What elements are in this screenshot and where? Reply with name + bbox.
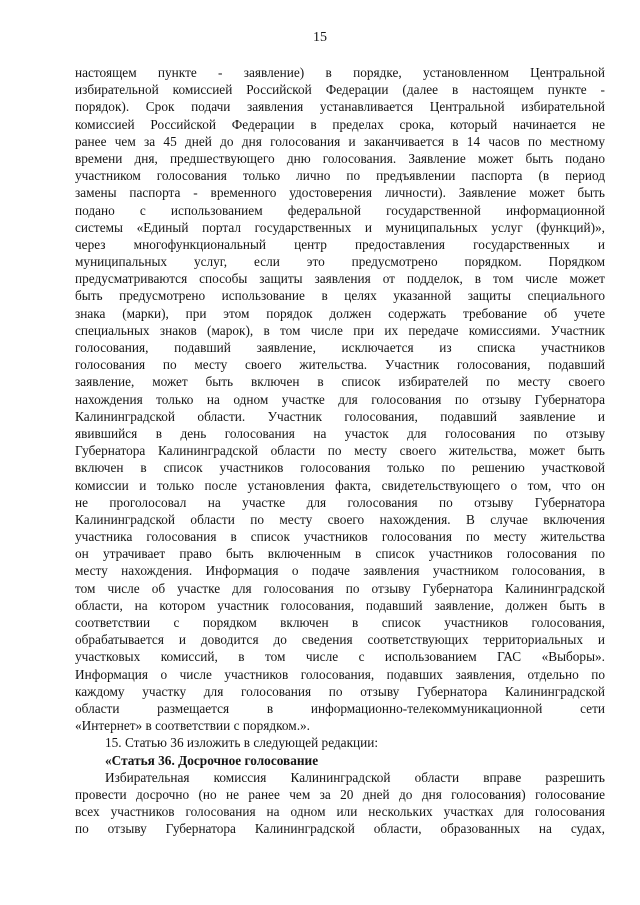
text-line: быть предусмотрено использование в целях указанной защиты специального	[75, 288, 605, 304]
text-line: замены паспорта - временного удостоверения личности). Заявление может быть	[75, 185, 605, 201]
text-line: участником голосования только лично по предъявлении паспорта (в период	[75, 168, 605, 184]
text-line: времени дня, предшествующего дню голосования. Заявление может быть подано	[75, 150, 605, 166]
text-line: предусматриваются способы защиты заявления от подделок, в том числе может	[75, 271, 605, 287]
text-line: муниципальных услуг, если это предусмотрено порядком. Порядком	[75, 254, 605, 270]
text-line: подано с использованием федеральной государственной информационной	[75, 202, 605, 218]
article-heading: «Статья 36. Досрочное голосование	[105, 752, 319, 768]
text-line: всех участников голосования на одном или нескольких участках для голосования	[75, 804, 605, 820]
text-line: голосования, подавший заявление, исключается из списка участников	[75, 340, 605, 355]
text-line: каждому участку для голосования по отзыву Губернатора Калининградской	[75, 683, 605, 699]
text-line: явившийся в день голосования на участок для голосования по отзыву	[75, 425, 605, 441]
text-line: провести досрочно (но не ранее чем за 20 дней до дня голосования) голосование	[75, 786, 605, 802]
text-line: Калининградской области по месту своего нахождения. В случае включения	[75, 511, 605, 527]
text-line: избирательной комиссией Российской Федерации (далее в настоящем пункте -	[75, 82, 605, 98]
text-line: области, на котором участник голосования, подавший заявление, должен быть в	[75, 597, 605, 613]
text-line: не проголосовал на участке для голосования по отзыву Губернатора	[75, 494, 605, 510]
text-line: области размещается в информационно-телекоммуникационной сети	[75, 700, 605, 716]
text-line: нахождения только на одном участке для голосования по отзыву Губернатора	[75, 391, 605, 407]
text-line: системы «Единый портал государственных и муниципальных услуг (функций)»,	[75, 219, 605, 235]
text-line: участковых комиссий, в том числе с использованием ГАС «Выборы».	[75, 649, 605, 665]
text-line: обрабатывается и доводится до сведения соответствующих территориальных и	[75, 632, 605, 648]
text-line: комиссией Российской Федерации в пределах срока, который начинается не	[75, 116, 605, 132]
text-line: «Интернет» в соответствии с порядком.».	[75, 718, 311, 734]
text-line: заявление, может быть включен в список избирателей по месту своего	[75, 374, 605, 390]
text-line: через многофункциональный центр предоставления государственных и	[75, 236, 605, 252]
text-line: знака (марки), при этом порядок должен содержать требование об учете	[75, 305, 605, 321]
amendment-item: 15. Статью 36 изложить в следующей редакции:	[105, 735, 379, 751]
page-number: 15	[313, 30, 327, 45]
text-line: месту нахождения. Информация о подаче заявления участником голосования, в	[75, 563, 605, 579]
text-line: участника голосования в список участников голосования по месту жительства	[75, 529, 605, 545]
text-line: он утрачивает право быть включенным в список участников голосования по	[75, 546, 605, 562]
text-line: соответствии с порядком включен в список участников голосования,	[75, 615, 605, 630]
text-line: комиссии и только после установления факта, свидетельствующего о том, что он	[75, 477, 605, 493]
text-line: включен в список участников голосования только по решению участковой	[75, 460, 605, 476]
text-line: Калининградской области. Участник голосования, подавший заявление и	[75, 408, 605, 424]
text-line: голосования по месту своего жительства. Участник голосования, подавший	[75, 357, 605, 373]
text-line: порядок). Срок подачи заявления устанавливается Центральной избирательной	[75, 99, 605, 115]
text-line: том числе об участке для голосования по отзыву Губернатора Калининградской	[75, 580, 605, 596]
text-line: Губернатора Калининградской области по месту своего жительства, может быть	[75, 443, 605, 459]
text-line: специальных знаков (марок), в том числе при их передаче комиссиями. Участник	[75, 322, 605, 338]
text-line: по отзыву Губернатора Калининградской области, образованных на судах,	[75, 821, 605, 837]
text-line: Избирательная комиссия Калининградской области вправе разрешить	[105, 769, 605, 785]
document-body	[75, 64, 605, 837]
text-line: ранее чем за 45 дней до дня голосования и заканчивается в 14 часов по местному	[75, 133, 605, 149]
text-line: настоящем пункте - заявление) в порядке, установленном Центральной	[75, 65, 605, 80]
text-line: Информация о числе участников голосования, подавших заявления, отдельно по	[75, 666, 605, 682]
